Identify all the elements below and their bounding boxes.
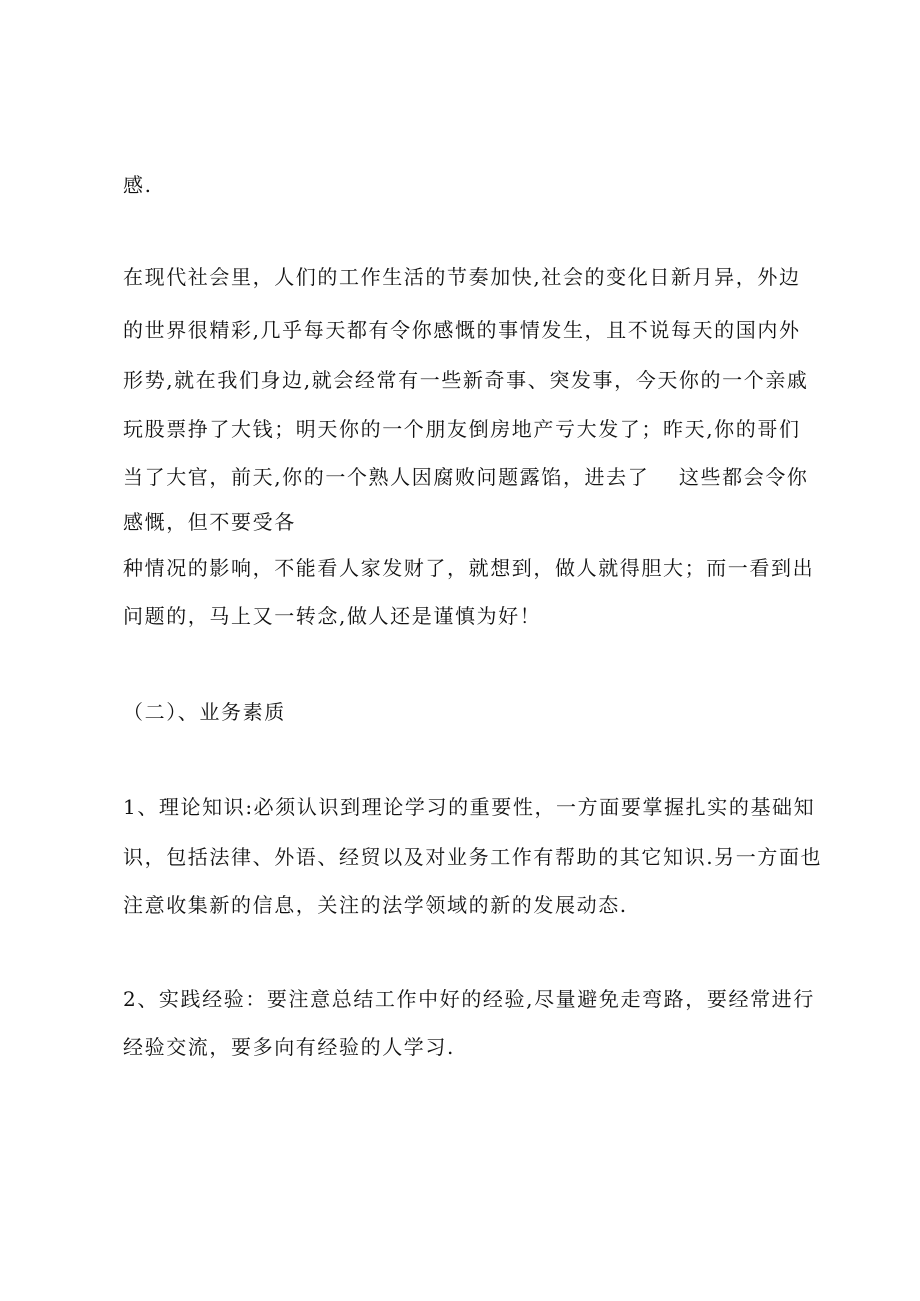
text-line: 2、实践经验：要注意总结工作中好的经验,尽量避免走弯路，要经常进行 <box>123 987 815 1011</box>
text-line: 1、理论知识:必须认识到理论学习的重要性，一方面要掌握扎实的基础知 <box>123 795 816 819</box>
text-line: 玩股票挣了大钱；明天你的一个朋友倒房地产亏大发了；昨天,你的哥们 <box>123 417 801 441</box>
text-line: 识，包括法律、外语、经贸以及对业务工作有帮助的其它知识.另一方面也 <box>123 845 823 869</box>
text-line: 的世界很精彩,几乎每天都有令你感慨的事情发生，且不说每天的国内外 <box>123 318 801 342</box>
text-line: 经验交流，要多向有经验的人学习. <box>123 1035 455 1059</box>
text-line: 问题的，马上又一转念,做人还是谨慎为好！ <box>123 604 542 628</box>
section-heading: （二）、业务素质 <box>123 700 286 724</box>
text-line: 种情况的影响，不能看人家发财了，就想到，做人就得胆大；而一看到出 <box>123 556 815 580</box>
text-line: 在现代社会里，人们的工作生活的节奏加快,社会的变化日新月异，外边 <box>123 265 801 289</box>
text-line: 形势,就在我们身边,就会经常有一些新奇事、突发事，今天你的一个亲戚 <box>123 368 809 392</box>
text-line: 注意收集新的信息，关注的法学领域的新的发展动态. <box>123 893 628 917</box>
text-line: 当了大官，前天,你的一个熟人因腐败问题露馅，进去了 这些都会令你 <box>123 465 809 489</box>
text-line: 感. <box>123 173 153 197</box>
text-line: 感慨，但不要受各 <box>123 510 296 534</box>
